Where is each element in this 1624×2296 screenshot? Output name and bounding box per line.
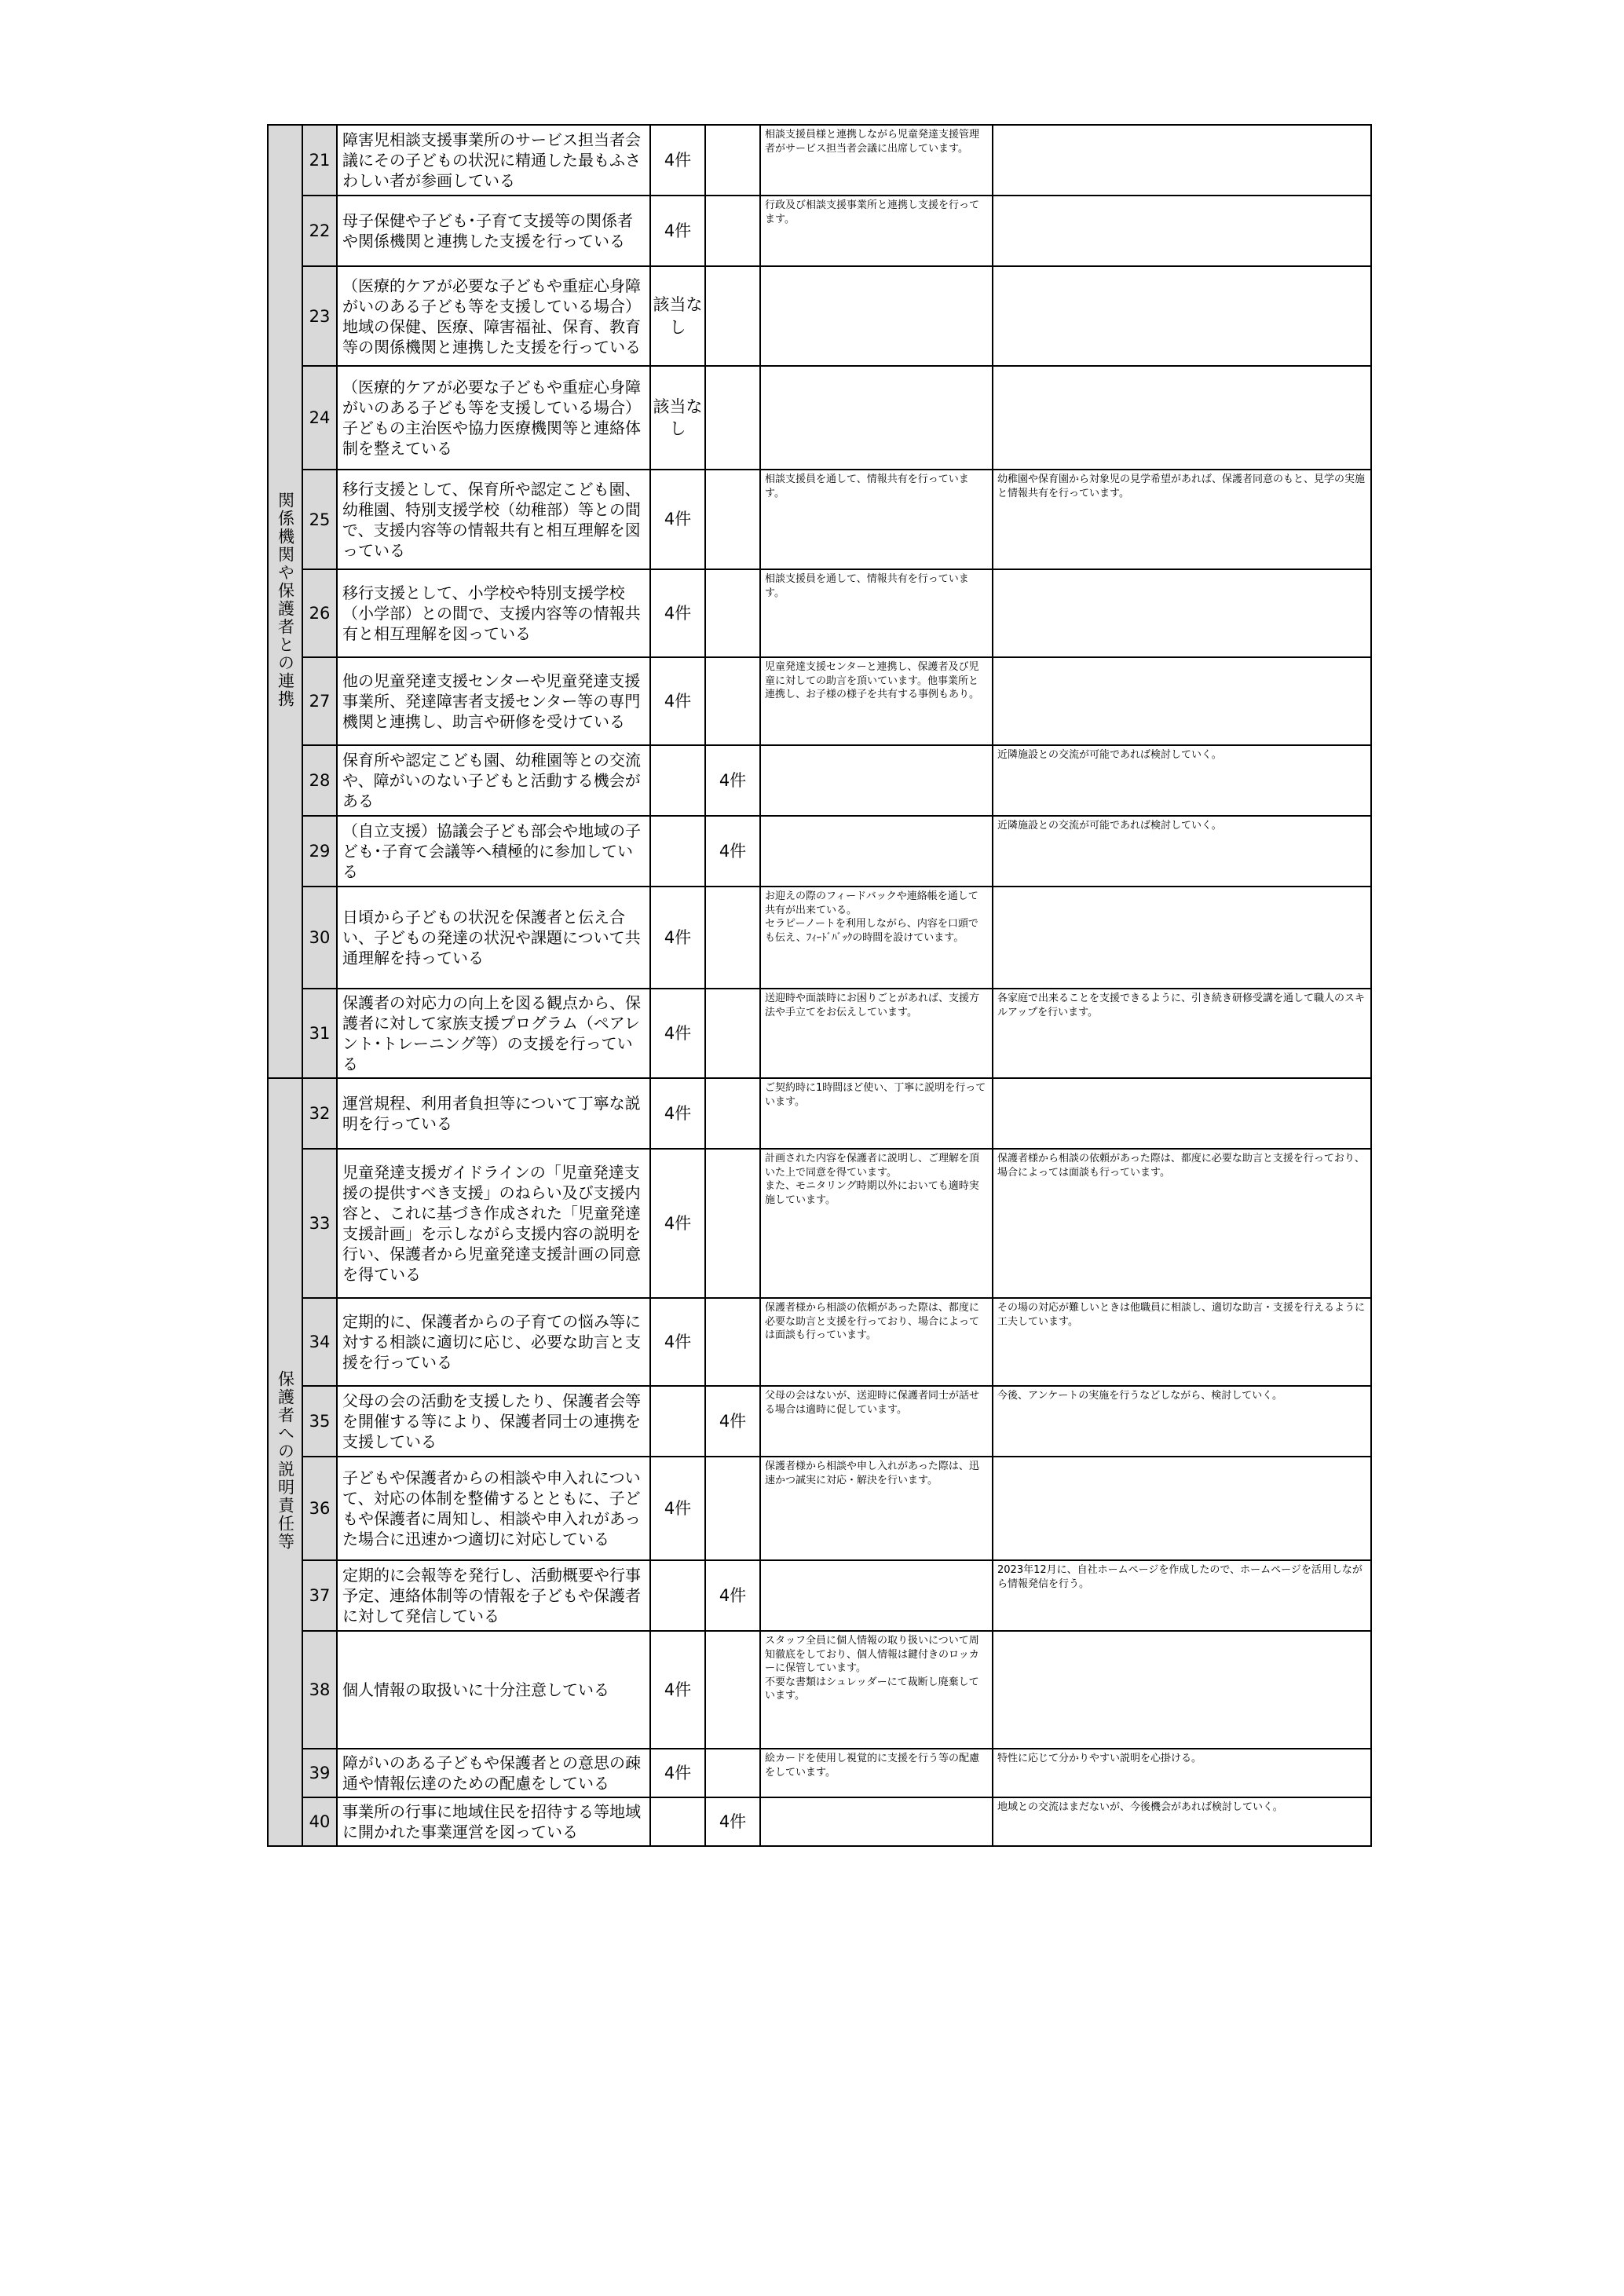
category-label: 保護者への説明責任等 [276, 1370, 295, 1551]
no-count [705, 1749, 760, 1797]
item-number: 38 [302, 1631, 337, 1749]
item-text: 父母の会の活動を支援したり、保護者会等を開催する等により、保護者同士の連携を支援している [337, 1386, 650, 1457]
no-count: 4件 [705, 1560, 760, 1631]
category-accountability [268, 1078, 302, 1846]
improvement-plan-note [993, 125, 1371, 196]
no-count [705, 1078, 760, 1149]
no-count [705, 125, 760, 196]
no-count [705, 196, 760, 266]
yes-count: 4件 [650, 569, 705, 657]
item-text: 保育所や認定こども園、幼稚園等との交流や、障がいのない子どもと活動する機会がある [337, 745, 650, 816]
self-evaluation-note: ご契約時に1時間ほど使い、丁寧に説明を行っています。 [760, 1078, 993, 1149]
yes-count: 4件 [650, 887, 705, 989]
self-evaluation-note: 児童発達支援センターと連携し、保護者及び児童に対しての助言を頂いています。他事業所と連携し、お子様の様子を共有する事例もあり。 [760, 657, 993, 745]
self-evaluation-note [760, 366, 993, 470]
evaluation-table [267, 124, 1372, 1847]
self-evaluation-note: 父母の会はないが、送迎時に保護者同士が話せる場合は適時に促しています。 [760, 1386, 993, 1457]
improvement-plan-note: 地域との交流はまだないが、今後機会があれば検討していく。 [993, 1797, 1371, 1846]
item-text: （医療的ケアが必要な子どもや重症心身障がいのある子ども等を支援している場合）子どもの主治医や協力医療機関等と連絡体制を整えている [337, 366, 650, 470]
no-count [705, 887, 760, 989]
item-number: 35 [302, 1386, 337, 1457]
self-evaluation-note [760, 1797, 993, 1846]
item-text: 障害児相談支援事業所のサービス担当者会議にその子どもの状況に精通した最もふさわしい者が参画している [337, 125, 650, 196]
item-number: 28 [302, 745, 337, 816]
yes-count: 4件 [650, 657, 705, 745]
category-collaboration [268, 125, 302, 1078]
table-row [268, 887, 1371, 989]
self-evaluation-note: 計画された内容を保護者に説明し、ご理解を頂いた上で同意を得ています。 また、モニタリング時期以外においても適時実施しています。 [760, 1149, 993, 1298]
item-text: 児童発達支援ガイドラインの「児童発達支援の提供すべき支援」のねらい及び支援内容と、これに基づき作成された「児童発達支援計画」を示しながら支援内容の説明を行い、保護者から児童発達支援計画の同意を得ている [337, 1149, 650, 1298]
no-count [705, 1298, 760, 1386]
item-number: 27 [302, 657, 337, 745]
yes-count: 4件 [650, 1078, 705, 1149]
improvement-plan-note: 特性に応じて分かりやすい説明を心掛ける。 [993, 1749, 1371, 1797]
no-count [705, 366, 760, 470]
item-text: 子どもや保護者からの相談や申入れについて、対応の体制を整備するとともに、子どもや保護者に周知し、相談や申入れがあった場合に迅速かつ適切に対応している [337, 1457, 650, 1560]
improvement-plan-note: 幼稚園や保育園から対象児の見学希望があれば、保護者同意のもと、見学の実施と情報共有を行っています。 [993, 470, 1371, 569]
item-text: 定期的に、保護者からの子育ての悩み等に対する相談に適切に応じ、必要な助言と支援を行っている [337, 1298, 650, 1386]
no-count: 4件 [705, 1386, 760, 1457]
item-number: 21 [302, 125, 337, 196]
improvement-plan-note [993, 366, 1371, 470]
item-number: 30 [302, 887, 337, 989]
improvement-plan-note: 今後、アンケートの実施を行うなどしながら、検討していく。 [993, 1386, 1371, 1457]
table-row [268, 196, 1371, 266]
category-label: 関係機関や保護者との連携 [276, 492, 295, 708]
self-evaluation-note: 絵カードを使用し視覚的に支援を行う等の配慮をしています。 [760, 1749, 993, 1797]
yes-count: 4件 [650, 1457, 705, 1560]
yes-count [650, 1560, 705, 1631]
no-count [705, 266, 760, 366]
improvement-plan-note [993, 1457, 1371, 1560]
item-number: 33 [302, 1149, 337, 1298]
self-evaluation-note: 送迎時や面談時にお困りごとがあれば、支援方法や手立てをお伝えしています。 [760, 989, 993, 1078]
improvement-plan-note [993, 657, 1371, 745]
self-evaluation-note [760, 1560, 993, 1631]
yes-count: 4件 [650, 125, 705, 196]
item-number: 23 [302, 266, 337, 366]
improvement-plan-note: 2023年12月に、自社ホームページを作成したので、ホームページを活用しながら情報発信を行う。 [993, 1560, 1371, 1631]
yes-count [650, 816, 705, 887]
self-evaluation-note: スタッフ全員に個人情報の取り扱いについて周知徹底をしており、個人情報は鍵付きのロッカーに保管しています。 不要な書類はシュレッダーにて裁断し廃棄しています。 [760, 1631, 993, 1749]
no-count [705, 1631, 760, 1749]
item-number: 26 [302, 569, 337, 657]
item-text: 個人情報の取扱いに十分注意している [337, 1631, 650, 1749]
item-number: 31 [302, 989, 337, 1078]
yes-count [650, 745, 705, 816]
table-row [268, 657, 1371, 745]
item-number: 37 [302, 1560, 337, 1631]
table-row [268, 1386, 1371, 1457]
table-row [268, 1457, 1371, 1560]
no-count: 4件 [705, 745, 760, 816]
yes-count: 4件 [650, 1631, 705, 1749]
improvement-plan-note: 保護者様から相談の依頼があった際は、都度に必要な助言と支援を行っており、場合によっては面談も行っています。 [993, 1149, 1371, 1298]
yes-count [650, 1386, 705, 1457]
table-row [268, 1560, 1371, 1631]
self-evaluation-note: 相談支援員様と連携しながら児童発達支援管理者がサービス担当者会議に出席しています。 [760, 125, 993, 196]
table-row [268, 266, 1371, 366]
yes-count: 4件 [650, 989, 705, 1078]
no-count [705, 1149, 760, 1298]
improvement-plan-note [993, 569, 1371, 657]
self-evaluation-note: 保護者様から相談の依頼があった際は、都度に必要な助言と支援を行っており、場合によっては面談も行っています。 [760, 1298, 993, 1386]
table-row [268, 1631, 1371, 1749]
item-text: 運営規程、利用者負担等について丁寧な説明を行っている [337, 1078, 650, 1149]
table-row [268, 569, 1371, 657]
no-count [705, 1457, 760, 1560]
self-evaluation-note: 行政及び相談支援事業所と連携し支援を行ってます。 [760, 196, 993, 266]
no-count [705, 569, 760, 657]
no-count [705, 989, 760, 1078]
improvement-plan-note [993, 196, 1371, 266]
improvement-plan-note [993, 1631, 1371, 1749]
yes-count: 4件 [650, 1149, 705, 1298]
table-row [268, 816, 1371, 887]
item-number: 40 [302, 1797, 337, 1846]
item-text: 保護者の対応力の向上を図る観点から、保護者に対して家族支援プログラム（ペアレント･トレーニング等）の支援を行っている [337, 989, 650, 1078]
item-text: 母子保健や子ども･子育て支援等の関係者や関係機関と連携した支援を行っている [337, 196, 650, 266]
improvement-plan-note [993, 1078, 1371, 1149]
table-row [268, 470, 1371, 569]
self-evaluation-note [760, 816, 993, 887]
item-text: 移行支援として、小学校や特別支援学校（小学部）との間で、支援内容等の情報共有と相互理解を図っている [337, 569, 650, 657]
yes-count: 4件 [650, 1749, 705, 1797]
no-count [705, 657, 760, 745]
table-row [268, 989, 1371, 1078]
item-text: （医療的ケアが必要な子どもや重症心身障がいのある子ども等を支援している場合）地域の保健、医療、障害福祉、保育、教育等の関係機関と連携した支援を行っている [337, 266, 650, 366]
item-number: 22 [302, 196, 337, 266]
self-evaluation-note [760, 266, 993, 366]
table-row [268, 1298, 1371, 1386]
yes-count: 該当なし [650, 366, 705, 470]
self-evaluation-note [760, 745, 993, 816]
item-number: 32 [302, 1078, 337, 1149]
yes-count: 該当なし [650, 266, 705, 366]
item-number: 34 [302, 1298, 337, 1386]
item-text: 日頃から子どもの状況を保護者と伝え合い、子どもの発達の状況や課題について共通理解を持っている [337, 887, 650, 989]
table-row [268, 1078, 1371, 1149]
improvement-plan-note [993, 887, 1371, 989]
table-row [268, 366, 1371, 470]
improvement-plan-note: 近隣施設との交流が可能であれば検討していく。 [993, 745, 1371, 816]
no-count: 4件 [705, 816, 760, 887]
improvement-plan-note [993, 266, 1371, 366]
self-evaluation-note: 相談支援員を通して、情報共有を行っています。 [760, 569, 993, 657]
yes-count: 4件 [650, 196, 705, 266]
table-row [268, 1149, 1371, 1298]
yes-count: 4件 [650, 470, 705, 569]
table-row [268, 745, 1371, 816]
item-text: 移行支援として、保育所や認定こども園、幼稚園、特別支援学校（幼稚部）等との間で、支援内容等の情報共有と相互理解を図っている [337, 470, 650, 569]
item-text: 他の児童発達支援センターや児童発達支援事業所、発達障害者支援センター等の専門機関と連携し、助言や研修を受けている [337, 657, 650, 745]
item-text: 定期的に会報等を発行し、活動概要や行事予定、連絡体制等の情報を子どもや保護者に対して発信している [337, 1560, 650, 1631]
self-evaluation-note: お迎えの際のフィードバックや連絡帳を通して共有が出来ている。 セラピーノートを利用しながら、内容を口頭でも伝え、ﾌｨｰﾄﾞﾊﾞｯｸの時間を設けています。 [760, 887, 993, 989]
no-count [705, 470, 760, 569]
table-row [268, 1797, 1371, 1846]
yes-count [650, 1797, 705, 1846]
no-count: 4件 [705, 1797, 760, 1846]
item-number: 25 [302, 470, 337, 569]
self-evaluation-note: 保護者様から相談や申し入れがあった際は、迅速かつ誠実に対応・解決を行います。 [760, 1457, 993, 1560]
item-text: （自立支援）協議会子ども部会や地域の子ども･子育て会議等へ積極的に参加している [337, 816, 650, 887]
yes-count: 4件 [650, 1298, 705, 1386]
item-text: 事業所の行事に地域住民を招待する等地域に開かれた事業運営を図っている [337, 1797, 650, 1846]
self-evaluation-note: 相談支援員を通して、情報共有を行っています。 [760, 470, 993, 569]
improvement-plan-note: 近隣施設との交流が可能であれば検討していく。 [993, 816, 1371, 887]
table-row [268, 1749, 1371, 1797]
item-number: 29 [302, 816, 337, 887]
table-row [268, 125, 1371, 196]
item-number: 36 [302, 1457, 337, 1560]
improvement-plan-note: その場の対応が難しいときは他職員に相談し、適切な助言・支援を行えるように工夫しています。 [993, 1298, 1371, 1386]
item-number: 24 [302, 366, 337, 470]
improvement-plan-note: 各家庭で出来ることを支援できるように、引き続き研修受講を通して職人のスキルアップを行います。 [993, 989, 1371, 1078]
item-text: 障がいのある子どもや保護者との意思の疎通や情報伝達のための配慮をしている [337, 1749, 650, 1797]
item-number: 39 [302, 1749, 337, 1797]
